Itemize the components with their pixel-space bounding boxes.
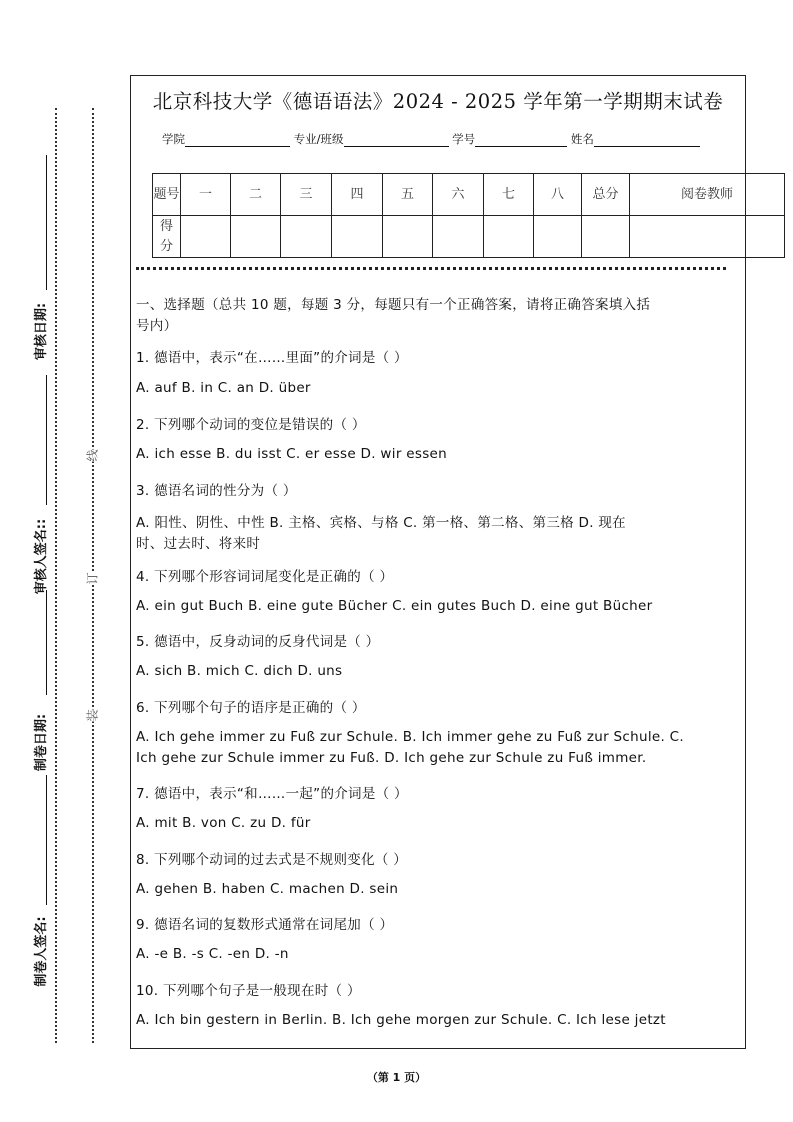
answer-options: A. mit B. von C. zu D. für [136, 815, 311, 831]
major-class-field[interactable] [344, 133, 449, 147]
binding-char-zhuang: 装 [85, 709, 100, 722]
question-text: 9. 德语名词的复数形式通常在词尾加（ ） [136, 917, 394, 933]
question-text: 4. 下列哪个形容词词尾变化是正确的（ ） [136, 569, 394, 585]
score-cell-4[interactable] [332, 216, 383, 258]
major-class-label: 专业/班级 [293, 132, 344, 146]
answer-options: A. ein gut Buch B. eine gute Bücher C. ein gutes Buch D. eine gut Bücher [136, 598, 653, 614]
col-2: 二 [231, 174, 281, 216]
name-field[interactable] [594, 133, 700, 147]
question-text: 10. 下列哪个句子是一般现在时（ ） [136, 983, 361, 999]
answer-options: A. ich esse B. du isst C. er esse D. wir essen [136, 446, 448, 462]
col-3: 三 [281, 174, 332, 216]
question-number-header: 题号 [153, 174, 181, 216]
name-label: 姓名 [570, 132, 594, 146]
section-heading: 号内） [136, 318, 178, 334]
col-6: 六 [433, 174, 484, 216]
col-8: 八 [534, 174, 582, 216]
answer-options: A. auf B. in C. an D. über [136, 380, 311, 396]
score-table-score-row [153, 216, 785, 258]
review-date-line [46, 155, 47, 290]
answer-options: A. Ich gehe immer zu Fuß zur Schule. B. Ich immer gehe zu Fuß zur Schule. C. [136, 729, 684, 745]
answer-options: A. Ich bin gestern in Berlin. B. Ich gehe morgen zur Schule. C. Ich lese jetzt [136, 1012, 666, 1028]
col-7: 七 [484, 174, 534, 216]
maker-date-label: 制卷日期: [34, 713, 49, 772]
answer-options: A. gehen B. haben C. machen D. sein [136, 881, 399, 897]
col-4: 四 [332, 174, 383, 216]
page-number: （第 1 页） [366, 1071, 427, 1084]
question-text: 8. 下列哪个动词的过去式是不规则变化（ ） [136, 852, 408, 868]
score-table-header-row [153, 174, 785, 216]
maker-date-line [46, 590, 47, 695]
score-cell-2[interactable] [231, 216, 281, 258]
review-date-label: 审核日期: [34, 302, 49, 361]
question-text: 5. 德语中，反身动词的反身代词是（ ） [136, 634, 380, 650]
exam-title: 北京科技大学《德语语法》2024 - 2025 学年第一学期期末试卷 [152, 90, 724, 113]
answer-options: A. 阳性、阴性、中性 B. 主格、宾格、与格 C. 第一格、第二格、第三格 D. 现在 [136, 515, 626, 531]
question-text: 2. 下列哪个动词的变位是错误的（ ） [136, 417, 366, 433]
student-id-label: 学号 [452, 132, 476, 146]
col-total: 总分 [582, 174, 630, 216]
answer-options: A. -e B. -s C. -en D. -n [136, 946, 289, 962]
question-text: 3. 德语名词的性分为（ ） [136, 483, 297, 499]
score-cell-8[interactable] [534, 216, 582, 258]
answer-options: Ich gehe zur Schule immer zu Fuß. D. Ich gehe zur Schule zu Fuß immer. [136, 750, 647, 766]
question-text: 1. 德语中，表示“在……里面”的介词是（ ） [136, 350, 408, 366]
score-cell-7[interactable] [484, 216, 534, 258]
score-table [152, 173, 785, 258]
question-text: 7. 德语中，表示“和……一起”的介词是（ ） [136, 786, 408, 802]
score-cell-grader[interactable] [630, 216, 785, 258]
student-id-field[interactable] [475, 133, 567, 147]
college-field[interactable] [185, 133, 290, 147]
section-dotted-divider [136, 267, 726, 270]
col-5: 五 [383, 174, 433, 216]
score-cell-6[interactable] [433, 216, 484, 258]
binding-char-xian: 线 [85, 449, 100, 462]
answer-options: A. sich B. mich C. dich D. uns [136, 663, 343, 679]
maker-sign-line [46, 775, 47, 905]
maker-sign-label: 制卷人签名: [34, 916, 49, 987]
col-grader: 阅卷教师 [630, 174, 785, 216]
college-label: 学院 [162, 132, 185, 146]
col-1: 一 [181, 174, 231, 216]
score-header: 得分 [153, 216, 181, 258]
student-info-row [162, 131, 700, 147]
score-cell-1[interactable] [181, 216, 231, 258]
question-text: 6. 下列哪个句子的语序是正确的（ ） [136, 700, 366, 716]
reviewer-sign-line [46, 375, 47, 505]
answer-options: 时、过去时、将来时 [136, 536, 261, 552]
binding-dotted-line-outer [55, 108, 57, 1043]
binding-char-ding: 订 [85, 572, 100, 585]
score-cell-3[interactable] [281, 216, 332, 258]
score-cell-5[interactable] [383, 216, 433, 258]
score-cell-total[interactable] [582, 216, 630, 258]
reviewer-sign-label: 审核人签名:: [34, 518, 49, 595]
section-heading: 一、选择题（总共 10 题，每题 3 分，每题只有一个正确答案，请将正确答案填入括 [136, 297, 651, 313]
